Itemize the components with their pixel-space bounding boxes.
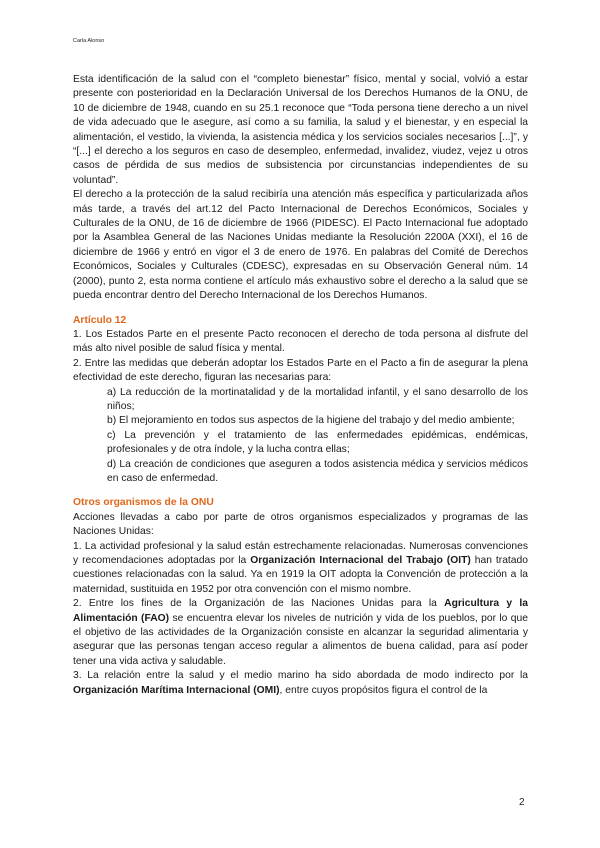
others-item-omi-text-2: , entre cuyos propósitos figura el control de la <box>279 684 488 696</box>
oit-name: Organización Internacional del Trabajo (OIT) <box>250 555 471 566</box>
paragraph-pidesc: El derecho a la protección de la salud recibiría una atención más específica y particularizada años más tarde, a través del art.12 del Pacto Internacional de Derechos Económicos, Sociales y Culturales de la ONU, de 16 de diciembre de 1966 (PIDESC). El Pacto Internacional fue adoptado por la Asamblea General de las Naciones Unidas mediante la Resolución 2200A (XXI), el 16 de diciembre de 1966 y entró en vigor el 3 de enero de 1976. En palabras del Comité de Derechos Económicos, Sociales y Culturales (CDESC), expresadas en su Observación General núm. 14 (2000), punto 2, esta norma contiene el artículo más exhaustivo sobre el derecho a la salud que se pueda encontrar dentro del Derecho Internacional de los Derechos Humanos. <box>73 189 528 302</box>
others-item-omi <box>73 669 528 698</box>
article-12-item-2: 2. Entre las medidas que deberán adoptar los Estados Parte en el Pacto a fin de asegurar la plena efectividad de este derecho, figuran las necesarias para: <box>73 357 528 384</box>
page-number: 2 <box>519 797 525 808</box>
article-12-sub-c: c) La prevención y el tratamiento de las enfermedades epidémicas, endémicas, profesionales y de otra índole, y la lucha contra ellas; <box>107 429 528 456</box>
others-item-oit <box>73 540 528 598</box>
page-header-author: Carla Alonso <box>73 38 105 44</box>
section-title-article-12: Artículo 12 <box>73 314 127 326</box>
others-item-oit-text-1: 1. La actividad profesional y la salud están estrechamente relacionadas. Numerosas convenciones y recomendaciones adoptadas por la <box>73 540 528 566</box>
paragraph-health-declaration: Esta identificación de la salud con el “completo bienestar” físico, mental y social, volvió a estar presente con posterioridad en la Declaración Universal de los Derechos Humanos de la ONU, de 10 de diciembre de 1948, cuando en su 25.1 reconoce que “Toda persona tiene derecho a un nivel de vida adecuado que le asegure, así como a su familia, la salud y el bienestar, y en especial la alimentación, el vestido, la vivienda, la asistencia médica y los servicios sociales necesarios [...]”, y “[...] el derecho a los seguros en caso de desempleo, enfermedad, invalidez, viudez, vejez u otros casos de pérdida de sus medios de subsistencia por circunstancias independientes de su voluntad”. <box>73 74 528 186</box>
article-12-sub-a: a) La reducción de la mortinatalidad y de la mortalidad infantil, y el sano desarrollo de los niños; <box>107 386 528 412</box>
others-intro: Acciones llevadas a cabo por parte de otros organismos especializados y programas de las Naciones Unidas: <box>73 511 528 538</box>
omi-name: Organización Marítima Internacional (OMI) <box>73 684 280 696</box>
fao-name: Agricultura y la Alimentación (FAO) <box>73 598 528 624</box>
article-12-sub-b: b) El mejoramiento en todos sus aspectos de la higiene del trabajo y del medio ambiente; <box>107 415 515 427</box>
document-body <box>73 73 528 698</box>
others-item-omi-text-1: 3. La relación entre la salud y el medio marino ha sido abordada de modo indirecto por la <box>73 670 528 682</box>
article-12-item-1: 1. Los Estados Parte en el presente Pacto reconocen el derecho de toda persona al disfrute del más alto nivel posible de salud física y mental. <box>73 328 528 355</box>
article-12-sub-d: d) La creación de condiciones que aseguren a todos asistencia médica y servicios médicos en caso de enfermedad. <box>107 458 528 484</box>
section-title-other-organisms: Otros organismos de la ONU <box>73 497 214 509</box>
others-item-fao <box>73 597 528 669</box>
others-item-fao-text-1: 2. Entre los fines de la Organización de las Naciones Unidas para la <box>73 598 445 610</box>
others-item-fao-text-2: se encuentra elevar los niveles de nutrición y vida de los pueblos, por lo que el objetivo de las actividades de la Organización consiste en alcanzar la seguridad alimentaria y asegurar que las personas tengan acceso regular a alimentos de buena calidad, para así poder tener una vida activa y saludable. <box>73 612 528 667</box>
others-item-oit-text-2: han tratado cuestiones relacionadas con la salud. Ya en 1919 la OIT adopta la Convención de protección a la maternidad, sustituida en 1952 por otra convención con el mismo nombre. <box>73 555 528 595</box>
